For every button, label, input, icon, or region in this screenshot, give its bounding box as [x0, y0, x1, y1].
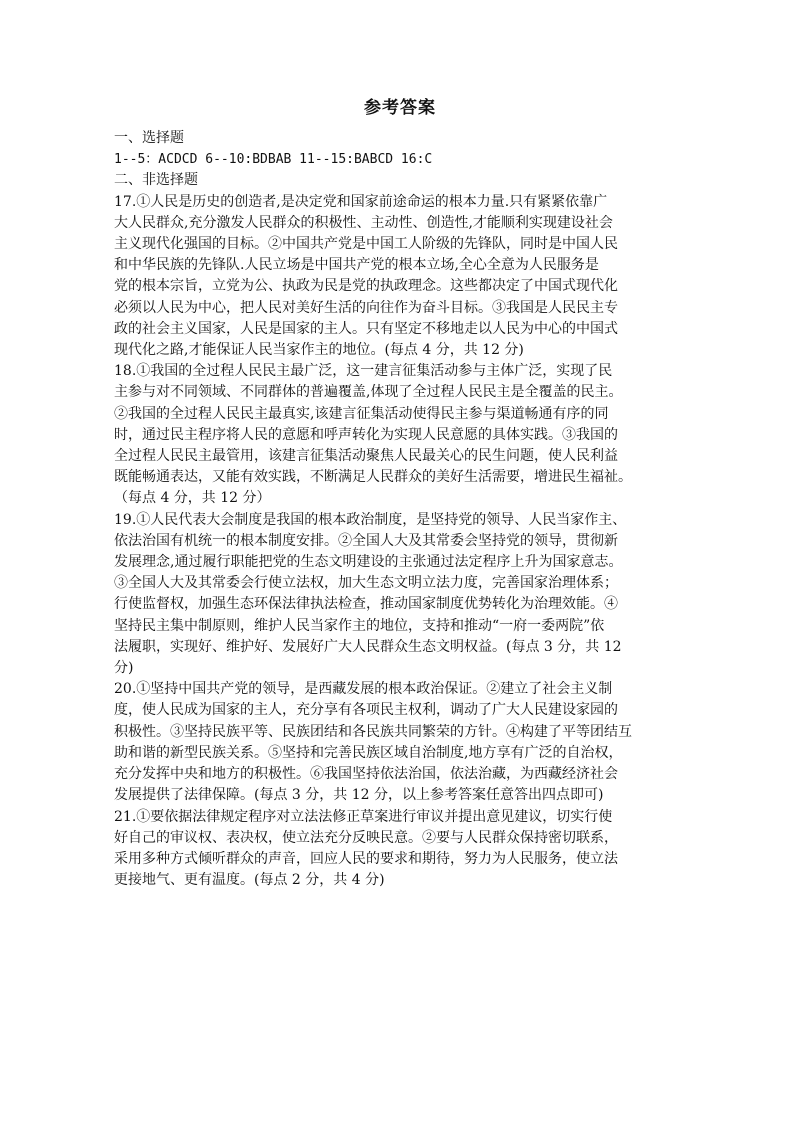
answer-line: 采用多种方式倾听群众的声音，回应人民的要求和期待，努力为人民服务，使立法 — [114, 850, 618, 867]
answer-line: 和中华民族的先锋队.人民立场是中国共产党的根本立场,全心全意为人民服务是 — [114, 257, 599, 274]
answer-line: 19.①人民代表大会制度是我国的根本政治制度，是坚持党的领导、人民当家作主、 — [114, 511, 627, 528]
answer-line: 助和谐的新型民族关系。⑤坚持和完善民族区域自治制度,地方享有广泛的自治权， — [114, 744, 623, 761]
question-18-answer — [114, 361, 686, 509]
answer-line: ②我国的全过程人民民主最真实,该建言征集活动使得民主参与渠道畅通有序的同 — [114, 405, 609, 422]
choice-answers: 1--5：ACDCD 6--10:BDBAB 11--15:BABCD 16:C — [114, 152, 433, 168]
section-heading-nonchoice: 二、非选择题 — [114, 172, 198, 189]
answer-line: 党的根本宗旨，立党为公、执政为民是党的执政理念。这些都决定了中国式现代化 — [114, 278, 618, 295]
answer-line: 法履职，实现好、维护好、发展好广大人民群众生态文明权益。(每点 3 分，共 12 — [114, 638, 622, 655]
answer-line: 依法治国有机统一的根本制度安排。②全国人大及其常委会坚持党的领导，贯彻新 — [114, 532, 618, 549]
question-17-answer — [114, 192, 686, 362]
answer-line: （每点 4 分，共 12 分） — [114, 490, 271, 507]
answer-line: 18.①我国的全过程人民民主最广泛，这一建言征集活动参与主体广泛，实现了民 — [114, 363, 613, 380]
answer-line: 积极性。③坚持民族平等、民族团结和各民族共同繁荣的方针。④构建了平等团结互 — [114, 723, 632, 740]
answer-line: 既能畅通表达，又能有效实践，不断满足人民群众的美好生活需要，增进民生福祉。 — [114, 469, 632, 486]
answer-line: 充分发挥中央和地方的积极性。⑥我国坚持依法治国，依法治藏，为西藏经济社会 — [114, 766, 618, 783]
answer-line: 时，通过民主程序将人民的意愿和呼声转化为实现人民意愿的具体实践。③我国的 — [114, 426, 618, 443]
answer-line: 分) — [114, 660, 134, 677]
answer-line: 大人民群众,充分激发人民群众的积极性、主动性、创造性,才能顺利实现建设社会 — [114, 214, 613, 231]
answer-line: 主参与对不同领域、不同群体的普遍覆盖,体现了全过程人民民主是全覆盖的民主。 — [114, 384, 623, 401]
question-19-answer — [114, 510, 686, 680]
answer-line: 现代化之路,才能保证人民当家作主的地位。(每点 4 分，共 12 分) — [114, 342, 524, 359]
answer-line: 政的社会主义国家，人民是国家的主人。只有坚定不移地走以人民为中心的中国式 — [114, 320, 618, 337]
answer-line: 更接地气、更有温度。(每点 2 分，共 4 分) — [114, 872, 385, 889]
section-heading-choice: 一、选择题 — [114, 130, 184, 146]
answer-line: 21.①要依据法律规定程序对立法法修正草案进行审议并提出意见建议，切实行使 — [114, 808, 613, 825]
answer-document — [114, 94, 686, 891]
page-title: 参考答案 — [364, 98, 436, 118]
answer-line: 20.①坚持中国共产党的领导，是西藏发展的根本政治保证。②建立了社会主义制 — [114, 681, 613, 698]
answer-line: ③全国人大及其常委会行使立法权，加大生态文明立法力度，完善国家治理体系； — [114, 575, 618, 592]
answer-line: 坚持民主集中制原则，维护人民当家作主的地位，支持和推动“一府一委两院”依 — [114, 617, 605, 634]
answer-line: 全过程人民民主最管用，该建言征集活动聚焦人民最关心的民生问题，使人民利益 — [114, 448, 618, 465]
answer-line: 必须以人民为中心，把人民对美好生活的向往作为奋斗目标。③我国是人民民主专 — [114, 299, 618, 316]
answer-line: 主义现代化强国的目标。②中国共产党是中国工人阶级的先锋队，同时是中国人民 — [114, 236, 618, 253]
question-20-answer — [114, 679, 686, 806]
answer-line: 度，使人民成为国家的主人，充分享有各项民主权利，调动了广大人民建设家园的 — [114, 702, 618, 719]
answer-line: 行使监督权，加强生态环保法律执法检查，推动国家制度优势转化为治理效能。④ — [114, 596, 618, 613]
answer-line: 好自己的审议权、表决权，使立法充分反映民意。②要与人民群众保持密切联系， — [114, 829, 618, 846]
answer-line: 17.①人民是历史的创造者,是决定党和国家前途命运的根本力量.只有紧紧依靠广 — [114, 193, 608, 210]
answer-line: 发展提供了法律保障。(每点 3 分，共 12 分，以上参考答案任意答出四点即可) — [114, 787, 604, 804]
answer-line: 发展理念,通过履行职能把党的生态文明建设的主张通过法定程序上升为国家意志。 — [114, 554, 623, 571]
question-21-answer — [114, 807, 686, 892]
